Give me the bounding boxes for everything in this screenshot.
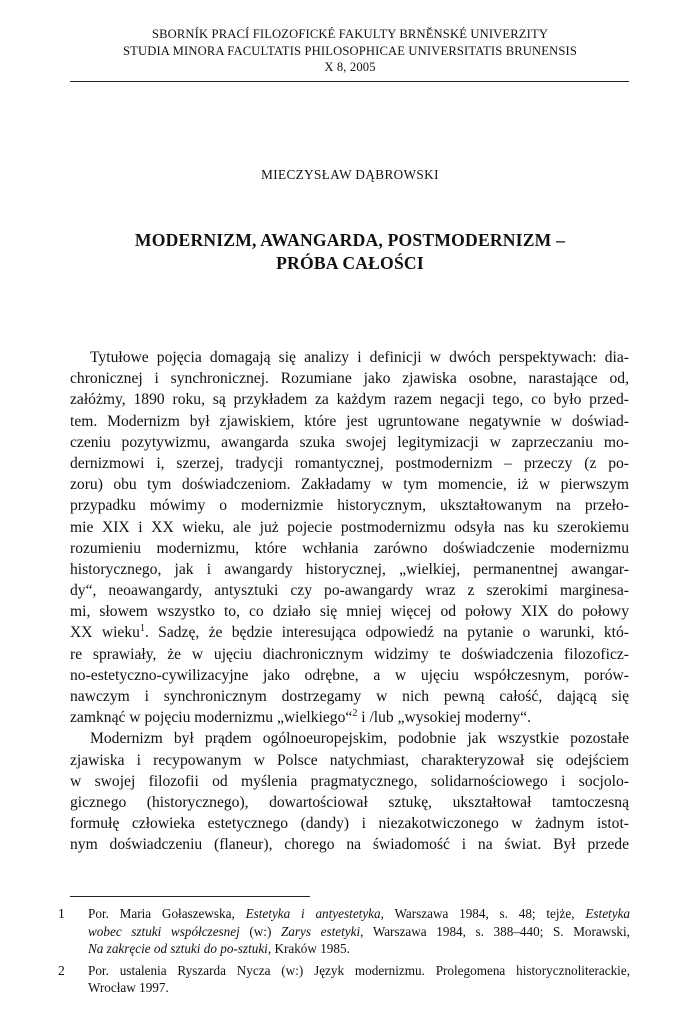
body-line: zjawiska i recypowanym w Polsce natychmiast, charakteryzował się odejściem	[70, 751, 629, 769]
body-line: chronicznej i synchronicznej. Rozumiane jako zjawiska osobne, narastające od,	[70, 370, 629, 388]
footnote-ref-2[interactable]: 2	[352, 708, 358, 720]
footnote	[58, 905, 630, 958]
body-text-run: XX wieku	[70, 624, 140, 642]
body-line: formułę człowieka estetycznego (dandy) i niezakotwiczonego w żadnym istot-	[70, 815, 629, 833]
author-name: MIECZYSŁAW DĄBROWSKI	[261, 167, 439, 182]
body-line: rozumieniu modernizmu, które wchłania zarówno doświadczenie modernizmu	[70, 539, 629, 557]
body-text-run: . Sadzę, że będzie interesująca odpowiedź na pytanie o warunki, któ-	[144, 624, 629, 642]
footnote-line: wobec sztuki współczesnej (w:) Zarys estetyki, Warszawa 1984, s. 388–440; S. Morawski,	[88, 923, 630, 939]
series-header	[70, 26, 630, 76]
body-line: czeniu pozytywizmu, awangarda szuka swojej legitymizacji w zaprzeczaniu mo-	[70, 433, 629, 451]
body-line	[70, 622, 629, 643]
body-line: nawczym i synchronicznym dostrzegamy w nich pewną całość, dającą się	[70, 688, 629, 705]
title-line-1: MODERNIZM, AWANGARDA, POSTMODERNIZM –	[134, 230, 566, 250]
body-line: mie XIX i XX wieku, ale już pojecie postmodernizmu odsyła nas ku szerokiemu	[70, 518, 629, 536]
body-line: mi, słowem wszystko to, co działo się mniej więcej od połowy XIX do połowy	[70, 603, 629, 621]
body-text	[70, 347, 629, 856]
header-rule	[70, 81, 629, 82]
series-title-czech: SBORNÍK PRACÍ FILOZOFICKÉ FAKULTY BRNĚNSKÉ UNIVERZITY	[151, 27, 549, 41]
footnote-number: 1	[58, 906, 65, 921]
body-line: zoru) obu tym doświadczeniom. Zakładamy w tym momencie, iż w pierwszym	[70, 476, 629, 494]
footnote-line: Wrocław 1997.	[88, 980, 169, 995]
series-title-latin: STUDIA MINORA FACULTATIS PHILOSOPHICAE UNIVERSITATIS BRUNENSIS	[122, 43, 578, 58]
body-line: Tytułowe pojęcia domagają się analizy i definicji w dwóch perspektywach: dia-	[90, 349, 629, 366]
body-line: tem. Modernizm był zjawiskiem, które jest ugruntowane negatywnie w doświad-	[70, 412, 629, 430]
body-text-run: i /lub „wysokiej moderny“.	[357, 709, 531, 727]
footnote-number: 2	[58, 962, 65, 978]
volume-number: X 8, 2005	[324, 60, 376, 74]
footnote-line: Por. ustalenia Ryszarda Nycza (w:) Język modernizmu. Prolegomena historycznoliterackie,	[88, 962, 630, 978]
title-line-2: PRÓBA CAŁOŚCI	[276, 253, 424, 273]
article-title	[70, 229, 630, 275]
footnote-line: Na zakręcie od sztuki do po-sztuki, Kraków 1985.	[88, 941, 350, 956]
footnote	[58, 962, 630, 997]
footnote-rule	[70, 896, 310, 897]
body-text-run: zamknąć w pojęciu modernizmu „wielkiego“	[70, 709, 353, 727]
body-line: dy“, neoawangardy, antysztuki czy po-awangardy wraz z szerokimi marginesa-	[70, 582, 629, 600]
body-line: przypadku mówimy o modernizmie historycznym, ukształtowanym na przeło-	[70, 497, 629, 515]
body-line: no-estetyczno-cywilizacyjne jako odrębne, a w ujęciu współczesnym, porów-	[70, 666, 629, 684]
body-line: Modernizm był prądem ogólnoeuropejskim, podobnie jak wszystkie pozostałe	[90, 730, 629, 748]
body-line: gicznego (historycznego), dowartościował sztukę, ukształtował tamtoczesną	[70, 793, 629, 811]
footnotes	[58, 905, 630, 1001]
body-line: dernizmowi i, szerzej, tradycji romantycznej, postmodernizm – przeczy (z po-	[70, 454, 629, 472]
body-line: nym doświadczeniu (flaneur), chorego na świadomość i na świat. Był przede	[70, 836, 629, 854]
body-line	[70, 707, 629, 728]
body-line: załóżmy, 1890 roku, są przykładem za każdym razem negacji tego, co było przed-	[70, 391, 629, 409]
body-line: re sprawiały, że w ujęciu diachronicznym widzimy te doświadczenia filozoficz-	[70, 645, 629, 663]
footnote-line: Por. Maria Gołaszewska, Estetyka i antyestetyka, Warszawa 1984, s. 48; tejże, Estetyka	[88, 906, 631, 921]
body-line: historycznego, jak i awangardy historycznej, „wielkiej, permanentnej awangar-	[70, 560, 629, 578]
body-line: w swojej filozofii od myślenia pragmatycznego, solidarnościowego i socjolo-	[70, 772, 629, 790]
footnote-ref-1[interactable]: 1	[139, 623, 145, 635]
